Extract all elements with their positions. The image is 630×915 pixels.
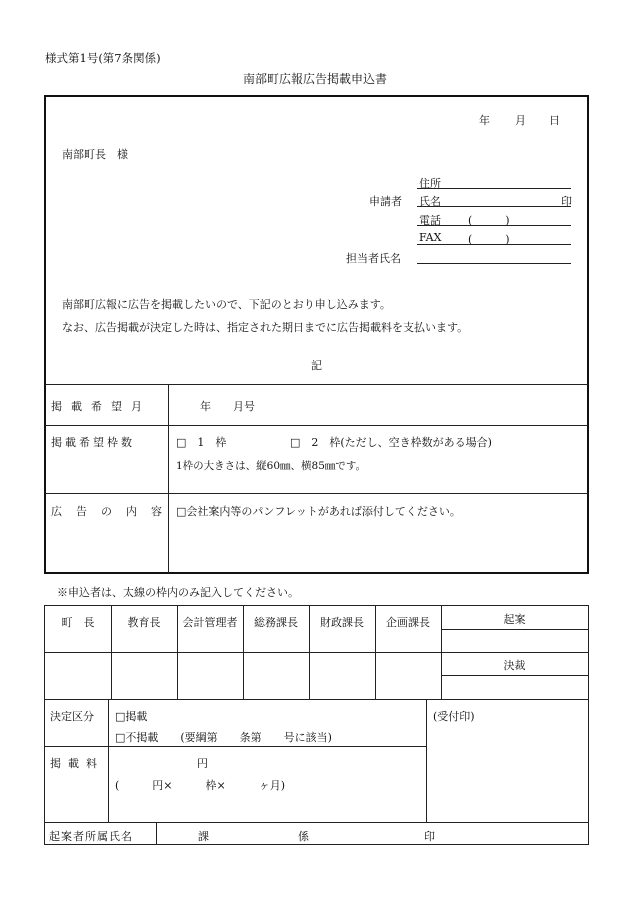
header-finance: 財政課長 bbox=[320, 616, 364, 629]
month-value[interactable]: 年 月号 bbox=[200, 400, 255, 413]
decided-label: 決裁 bbox=[503, 659, 526, 672]
divider bbox=[45, 746, 426, 747]
name-label: 氏名 bbox=[419, 195, 441, 208]
header-mayor: 町 長 bbox=[61, 616, 95, 629]
seal-mark: 印 bbox=[561, 195, 572, 208]
decision-reject[interactable]: □不掲載 (要綱第 条第 号に該当) bbox=[115, 731, 332, 744]
ki-mark: 記 bbox=[311, 359, 322, 372]
contact-label: 担当者氏名 bbox=[346, 252, 401, 265]
date-day: 日 bbox=[549, 114, 560, 127]
body-line-2: なお、広告掲載が決定した時は、指定された期日までに広告掲載料を支払います。 bbox=[62, 321, 469, 334]
divider bbox=[108, 700, 109, 822]
instruction-note: ※申込者は、太線の枠内のみ記入してください。 bbox=[57, 586, 299, 599]
form-number: 様式第1号(第7条関係) bbox=[45, 51, 161, 65]
frame-option-2[interactable]: □ 2 枠(ただし、空き枠数がある場合) bbox=[290, 436, 492, 449]
frame-option-1[interactable]: □ 1 枠 bbox=[176, 436, 227, 449]
phone-line[interactable] bbox=[417, 225, 571, 226]
header-accounting: 会計管理者 bbox=[182, 616, 238, 629]
form-title: 南部町広報広告掲載申込書 bbox=[242, 72, 387, 86]
subsection-label: 係 bbox=[298, 830, 309, 843]
fee-yen: 円 bbox=[197, 757, 208, 770]
fee-label: 掲載料 bbox=[50, 757, 104, 770]
address-line[interactable] bbox=[417, 188, 571, 189]
divider bbox=[45, 493, 588, 494]
address-label: 住所 bbox=[419, 177, 441, 190]
divider bbox=[45, 384, 588, 385]
phone-paren: ( ) bbox=[468, 214, 510, 227]
divider bbox=[426, 700, 427, 822]
month-label: 掲載希望月 bbox=[51, 400, 151, 413]
approval-table bbox=[44, 605, 589, 845]
divider bbox=[45, 425, 588, 426]
divider bbox=[156, 823, 157, 844]
receipt-stamp: (受付印) bbox=[433, 710, 475, 723]
name-line[interactable] bbox=[417, 206, 571, 207]
applicant-label: 申請者 bbox=[369, 195, 402, 208]
fax-paren: ( ) bbox=[468, 233, 510, 246]
divider bbox=[45, 652, 588, 653]
header-general-affairs: 総務課長 bbox=[254, 616, 298, 629]
content-note[interactable]: □会社案内等のパンフレットがあれば添付してください。 bbox=[176, 505, 461, 518]
contact-line[interactable] bbox=[417, 263, 571, 264]
phone-label: 電話 bbox=[419, 214, 441, 227]
fax-line[interactable] bbox=[417, 244, 571, 245]
addressee: 南部町長 様 bbox=[62, 148, 128, 161]
date-year: 年 bbox=[479, 114, 490, 127]
header-superintendent: 教育長 bbox=[127, 616, 161, 629]
divider bbox=[168, 385, 169, 573]
body-line-1: 南部町広報に広告を掲載したいので、下記のとおり申し込みます。 bbox=[62, 298, 391, 311]
frames-label: 掲載希望枠数 bbox=[51, 436, 135, 449]
date-month: 月 bbox=[515, 114, 526, 127]
drafted-label: 起案 bbox=[503, 613, 526, 626]
content-label: 広告の内容 bbox=[51, 505, 176, 518]
drafter-label: 起案者所属氏名 bbox=[49, 830, 133, 843]
divider bbox=[45, 699, 588, 700]
drafter-seal: 印 bbox=[424, 830, 435, 843]
divider bbox=[45, 822, 588, 823]
divider bbox=[441, 629, 588, 630]
header-planning: 企画課長 bbox=[386, 616, 430, 629]
fax-label: FAX bbox=[419, 231, 442, 244]
decision-label: 決定区分 bbox=[50, 710, 94, 723]
frame-size-note: 1枠の大きさは、縦60㎜、横85㎜です。 bbox=[176, 460, 367, 472]
section-label: 課 bbox=[198, 830, 209, 843]
divider bbox=[441, 675, 588, 676]
fee-calc: ( 円× 枠× ヶ月) bbox=[115, 779, 286, 792]
decision-publish[interactable]: □掲載 bbox=[115, 710, 148, 723]
